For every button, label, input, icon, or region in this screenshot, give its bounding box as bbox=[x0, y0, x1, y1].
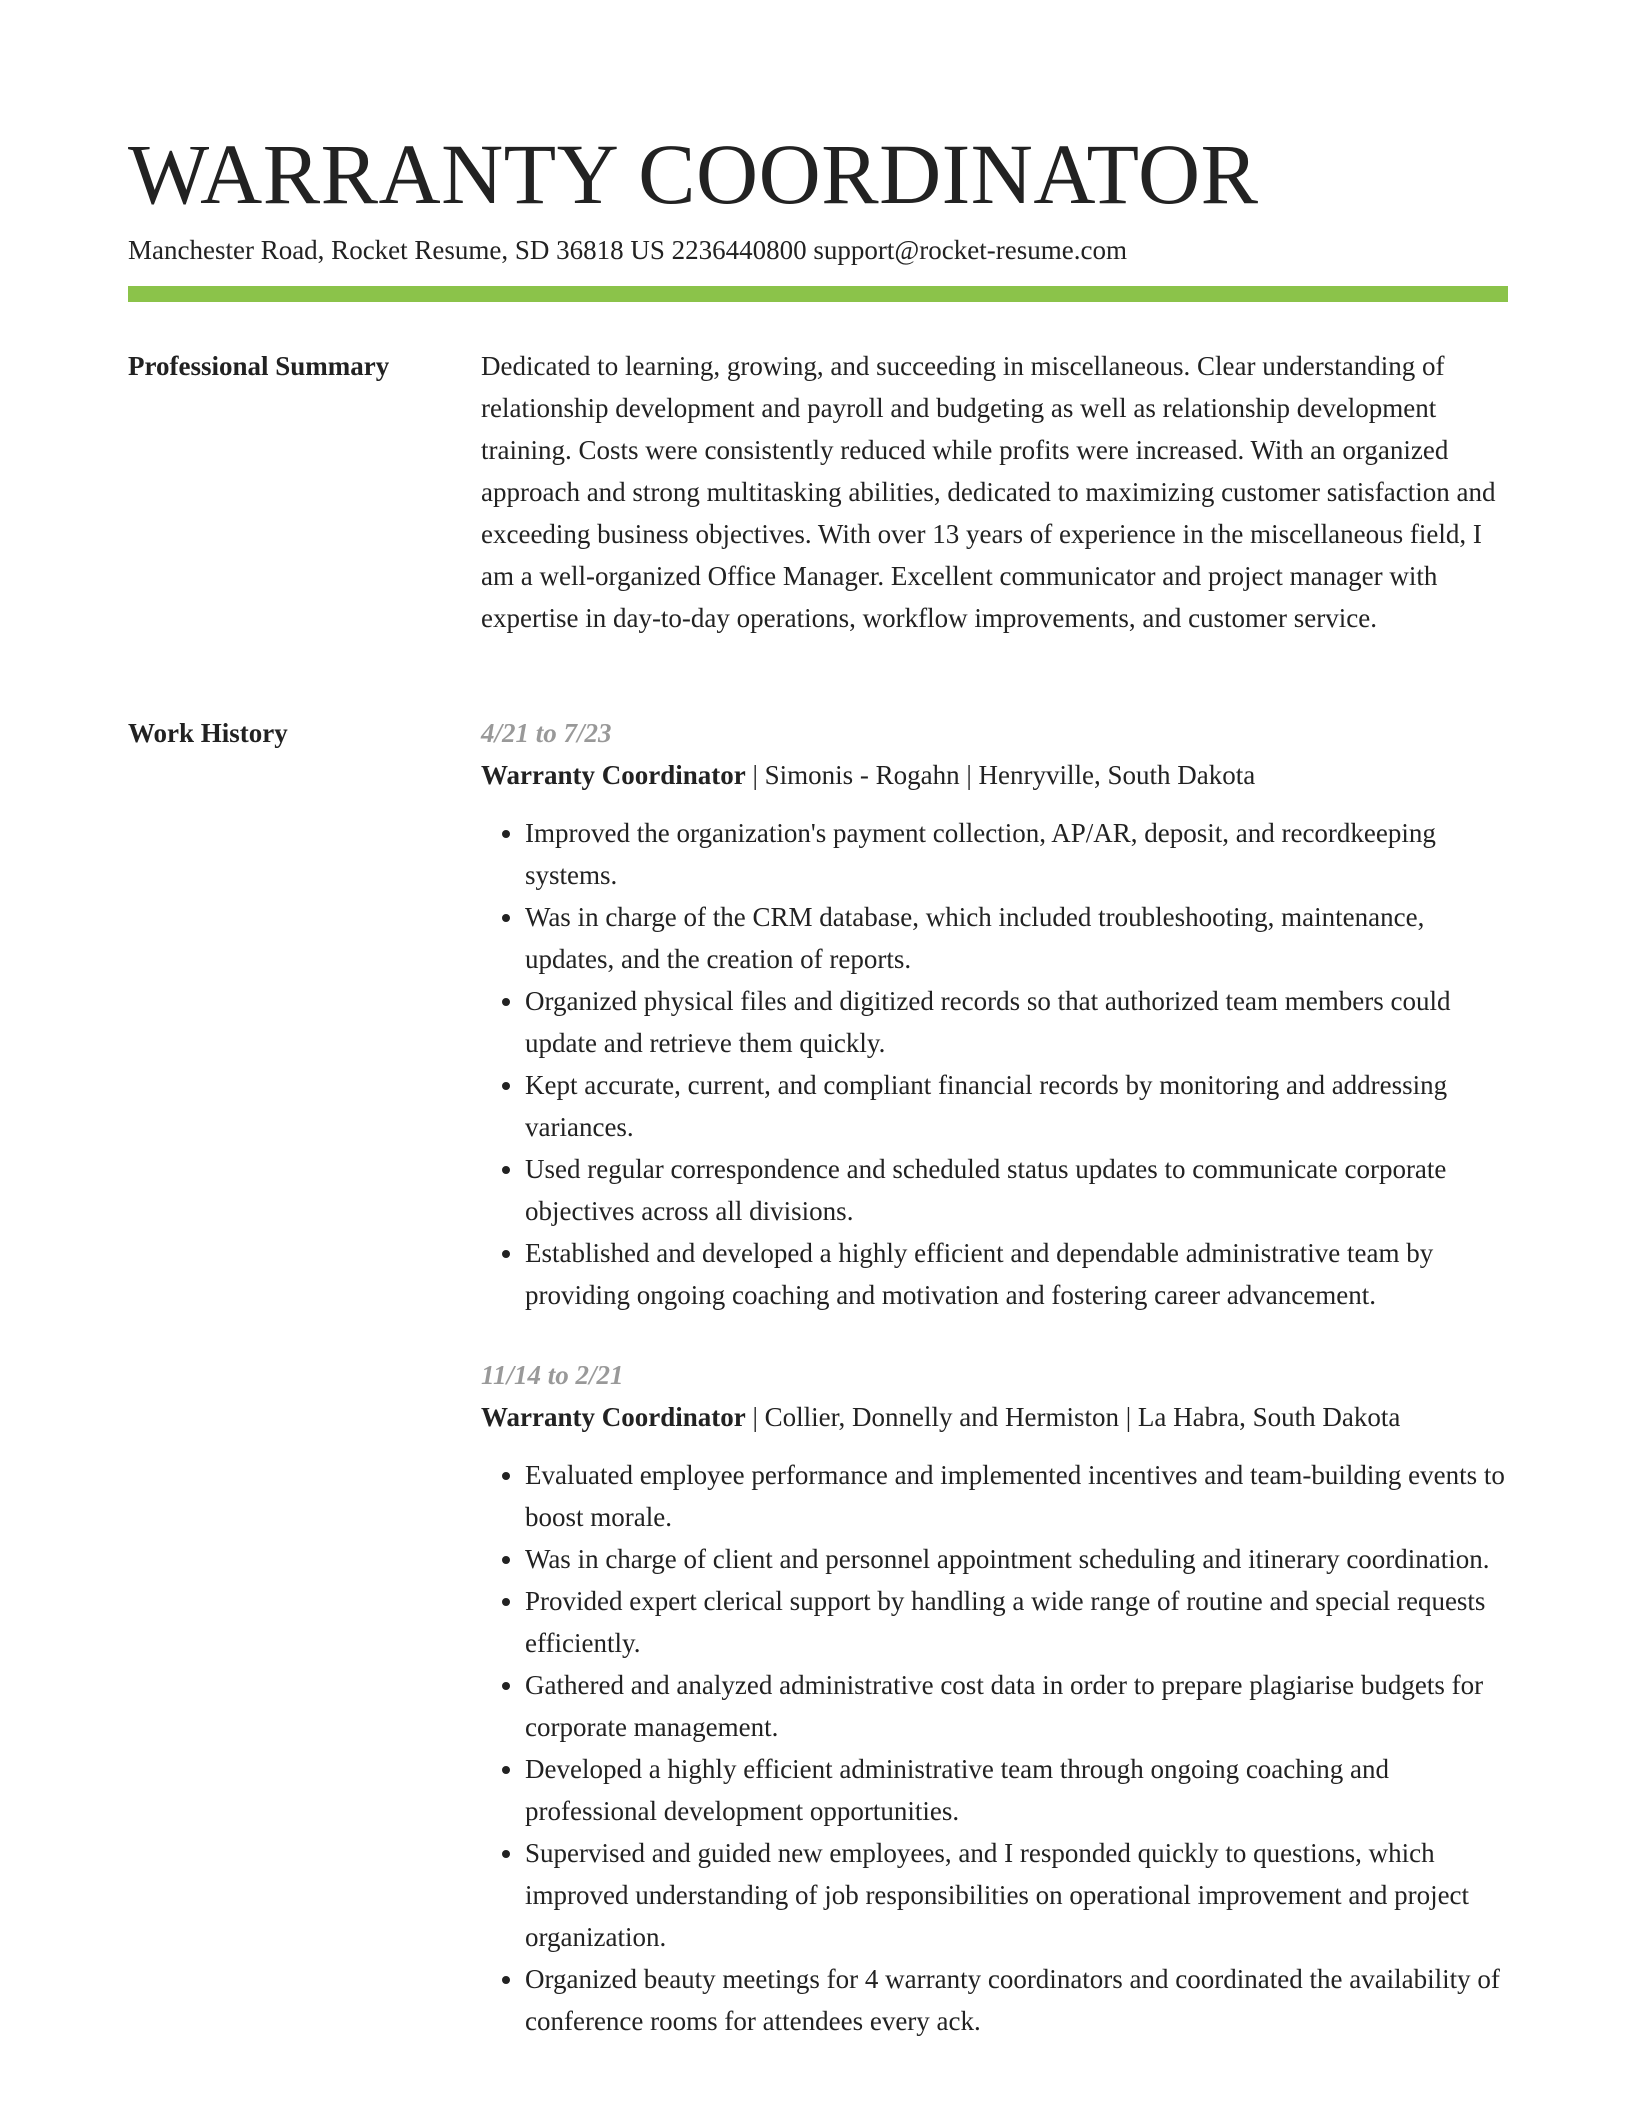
job-entry bbox=[481, 1354, 1508, 2042]
job-heading bbox=[481, 1396, 1508, 1438]
summary-text: Dedicated to learning, growing, and succeeding in miscellaneous. Clear understanding of relationship development and payroll and budgeting as well as relationship development training. Costs were consistently reduced while profits were increased. With an organized approach and strong multitasking abilities, dedicated to maximizing customer satisfaction and exceeding business objectives. With over 13 years of experience in the miscellaneous field, I am a well-organized Office Manager. Excellent communicator and project manager with expertise in day-to-day operations, workflow improvements, and customer service. bbox=[481, 351, 1496, 633]
job-details: | Collier, Donnelly and Hermiston | La Habra, South Dakota bbox=[745, 1402, 1401, 1432]
job-dates: 4/21 to 7/23 bbox=[481, 718, 612, 748]
job-bullet: • Organized physical files and digitized records so that authorized team members could update and retrieve them quickly. bbox=[525, 980, 1508, 1064]
contact-line: Manchester Road, Rocket Resume, SD 36818 US 2236440800 support@rocket-resume.com bbox=[128, 235, 1127, 265]
job-details: | Simonis - Rogahn | Henryville, South Dakota bbox=[745, 760, 1256, 790]
job-bullet: • Gathered and analyzed administrative cost data in order to prepare plagiarise budgets for corporate management. bbox=[525, 1664, 1508, 1748]
job-bullet: • Was in charge of client and personnel appointment scheduling and itinerary coordination. bbox=[525, 1538, 1508, 1580]
job-title: Warranty Coordinator bbox=[481, 760, 746, 790]
job-bullets bbox=[481, 1454, 1508, 2042]
work-history-heading: Work History bbox=[128, 718, 288, 748]
job-bullet: • Was in charge of the CRM database, which included troubleshooting, maintenance, updates, and the creation of reports. bbox=[525, 896, 1508, 980]
job-bullet: • Provided expert clerical support by handling a wide range of routine and special requests efficiently. bbox=[525, 1580, 1508, 1664]
work-history-body bbox=[481, 712, 1508, 2080]
job-title: Warranty Coordinator bbox=[481, 1402, 746, 1432]
job-bullet: • Evaluated employee performance and implemented incentives and team-building events to boost morale. bbox=[525, 1454, 1508, 1538]
header-divider bbox=[128, 286, 1508, 302]
job-bullet: • Kept accurate, current, and compliant financial records by monitoring and addressing variances. bbox=[525, 1064, 1508, 1148]
job-bullet: • Supervised and guided new employees, and I responded quickly to questions, which improved understanding of job responsibilities on operational improvement and project organization. bbox=[525, 1832, 1508, 1958]
job-bullet: • Improved the organization's payment collection, AP/AR, deposit, and recordkeeping systems. bbox=[525, 812, 1508, 896]
job-heading bbox=[481, 754, 1508, 796]
job-bullet: • Used regular correspondence and scheduled status updates to communicate corporate objectives across all divisions. bbox=[525, 1148, 1508, 1232]
job-bullet: • Developed a highly efficient administrative team through ongoing coaching and professional development opportunities. bbox=[525, 1748, 1508, 1832]
resume-title: WARRANTY COORDINATOR bbox=[128, 126, 1259, 222]
job-dates: 11/14 to 2/21 bbox=[481, 1360, 624, 1390]
job-bullets bbox=[481, 812, 1508, 1316]
job-bullet: • Established and developed a highly efficient and dependable administrative team by providing ongoing coaching and motivation and fostering career advancement. bbox=[525, 1232, 1508, 1316]
summary-heading: Professional Summary bbox=[128, 351, 390, 381]
summary-body bbox=[481, 345, 1508, 639]
job-bullet: • Organized beauty meetings for 4 warranty coordinators and coordinated the availability of conference rooms for attendees every ack. bbox=[525, 1958, 1508, 2042]
job-entry bbox=[481, 712, 1508, 1316]
